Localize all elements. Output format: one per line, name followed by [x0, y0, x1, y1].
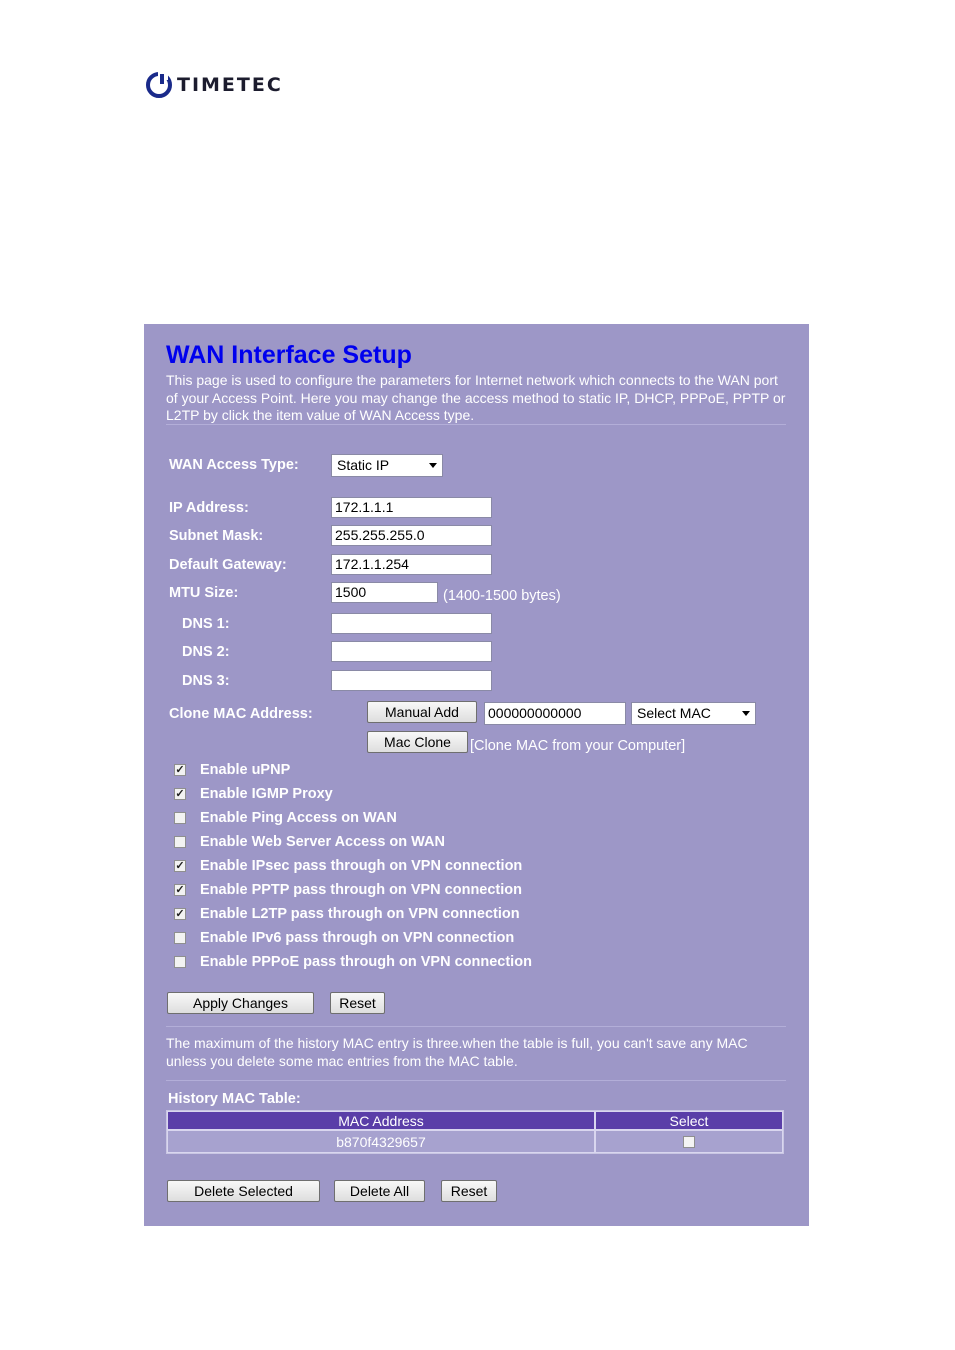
option-label: Enable PPTP pass through on VPN connection [200, 882, 522, 898]
dns3-input[interactable] [331, 670, 492, 691]
option-label: Enable uPNP [200, 762, 291, 778]
wan-setup-panel [144, 324, 809, 1226]
column-header-mac-address: MAC Address [167, 1111, 595, 1130]
history-reset-button[interactable]: Reset [441, 1180, 497, 1202]
dns2-input[interactable] [331, 641, 492, 662]
mtu-size-input[interactable]: 1500 [331, 582, 438, 603]
option-enable-ping-access[interactable] [174, 808, 397, 828]
dns1-input[interactable] [331, 613, 492, 634]
divider [166, 1080, 786, 1081]
option-enable-web-server-access[interactable] [174, 832, 445, 852]
manual-add-button[interactable]: Manual Add [367, 701, 477, 723]
checkbox[interactable] [174, 812, 186, 824]
option-enable-igmp-proxy[interactable] [174, 784, 333, 804]
checkbox[interactable]: ✓ [175, 860, 185, 872]
wan-access-type-label: WAN Access Type: [169, 457, 299, 473]
option-enable-l2tp-passthrough[interactable] [174, 904, 520, 924]
brand-logo [145, 70, 283, 100]
table-row [167, 1130, 783, 1153]
mac-clone-button[interactable]: Mac Clone [367, 731, 468, 753]
brand-name: TIMETEC [177, 74, 283, 96]
option-label: Enable IPsec pass through on VPN connection [200, 858, 523, 874]
page-title: WAN Interface Setup [166, 341, 412, 369]
select-cell [595, 1130, 783, 1153]
option-enable-ipsec-passthrough[interactable] [174, 856, 522, 876]
mtu-size-hint: (1400-1500 bytes) [443, 588, 561, 604]
checkbox[interactable]: ✓ [175, 788, 185, 800]
checkbox[interactable] [174, 836, 186, 848]
option-label: Enable Web Server Access on WAN [200, 834, 445, 850]
subnet-mask-input[interactable]: 255.255.255.0 [331, 525, 492, 546]
option-enable-ipv6-passthrough[interactable] [174, 928, 514, 948]
row-select-checkbox[interactable] [683, 1136, 695, 1148]
select-mac-value: Select MAC [637, 705, 711, 721]
history-mac-table [166, 1110, 784, 1154]
checkbox[interactable]: ✓ [175, 764, 185, 776]
dns2-label: DNS 2: [182, 644, 230, 660]
option-label: Enable PPPoE pass through on VPN connection [200, 954, 532, 970]
option-label: Enable IPv6 pass through on VPN connection [200, 930, 515, 946]
dns1-label: DNS 1: [182, 616, 230, 632]
table-header-row [167, 1111, 783, 1130]
clone-mac-label: Clone MAC Address: [169, 706, 313, 722]
option-label: Enable L2TP pass through on VPN connection [200, 906, 520, 922]
apply-changes-button[interactable]: Apply Changes [167, 992, 314, 1014]
default-gateway-input[interactable]: 172.1.1.254 [331, 554, 492, 575]
ip-address-label: IP Address: [169, 500, 249, 516]
select-mac-dropdown[interactable] [631, 702, 756, 725]
default-gateway-label: Default Gateway: [169, 557, 287, 573]
history-note: The maximum of the history MAC entry is three.when the table is full, you can't save any MAC unless you delete some mac entries from the MAC table. [166, 1035, 748, 1069]
option-label: Enable Ping Access on WAN [200, 810, 397, 826]
delete-selected-button[interactable]: Delete Selected [167, 1180, 320, 1202]
wan-access-type-value: Static IP [337, 457, 390, 473]
delete-all-button[interactable]: Delete All [334, 1180, 425, 1202]
option-enable-pppoe-passthrough[interactable] [174, 952, 532, 972]
dns3-label: DNS 3: [182, 673, 230, 689]
option-enable-pptp-passthrough[interactable] [174, 880, 522, 900]
checkbox[interactable]: ✓ [175, 884, 185, 896]
mac-address-cell: b870f4329657 [167, 1130, 595, 1153]
page-description: This page is used to configure the parameters for Internet network which connects to the WAN port of your Access Point. Here you may change the access method to static IP, DHCP, PPPoE, PPTP or L2TP by click the item value of WAN Access type. [166, 372, 786, 423]
mac-clone-hint: [Clone MAC from your Computer] [470, 738, 686, 754]
wan-access-type-select[interactable] [331, 454, 443, 477]
checkbox[interactable] [174, 956, 186, 968]
subnet-mask-label: Subnet Mask: [169, 528, 264, 544]
column-header-select: Select [595, 1111, 783, 1130]
checkbox[interactable]: ✓ [175, 908, 185, 920]
chevron-down-icon [742, 711, 750, 716]
history-table-title: History MAC Table: [168, 1091, 301, 1107]
mtu-size-label: MTU Size: [169, 585, 239, 601]
divider [166, 424, 786, 425]
timetec-logo-icon [145, 71, 173, 99]
option-label: Enable IGMP Proxy [200, 786, 333, 802]
option-enable-upnp[interactable] [174, 760, 290, 780]
checkbox[interactable] [174, 932, 186, 944]
reset-button[interactable]: Reset [330, 992, 385, 1014]
mac-address-input[interactable]: 000000000000 [484, 702, 626, 725]
divider [166, 1026, 786, 1027]
ip-address-input[interactable]: 172.1.1.1 [331, 497, 492, 518]
chevron-down-icon [429, 463, 437, 468]
